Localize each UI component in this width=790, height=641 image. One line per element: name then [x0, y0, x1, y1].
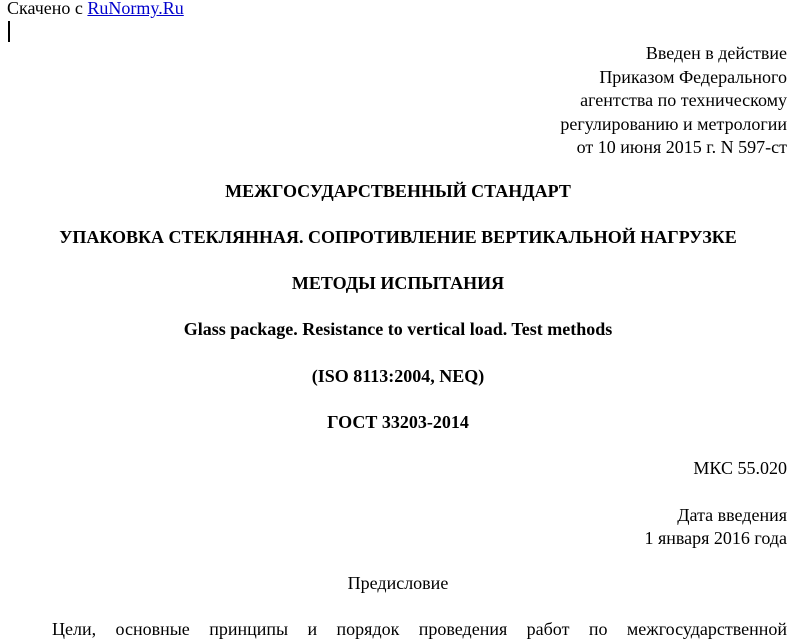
introduction-line: агентства по техническому: [580, 90, 787, 110]
source-attribution: [7, 0, 184, 19]
foreword-heading: Предисловие: [347, 573, 449, 593]
mks-code: МКС 55.020: [693, 458, 787, 478]
text-cursor: [8, 21, 10, 42]
standard-subtitle: МЕТОДЫ ИСПЫТАНИЯ: [291, 273, 505, 293]
iso-reference: (ISO 8113:2004, NEQ): [311, 366, 485, 386]
source-prefix: Скачено с: [7, 0, 88, 18]
source-link[interactable]: RuNormy.Ru: [87, 0, 184, 18]
effective-date-value: 1 января 2016 года: [644, 528, 787, 548]
introduction-line: Введен в действие: [645, 43, 787, 63]
introduction-line: от 10 июня 2015 г. N 597-ст: [576, 137, 787, 157]
foreword-paragraph: Цели, основные принципы и порядок проведения работ по межгосударственной: [52, 619, 787, 639]
standard-number: ГОСТ 33203-2014: [327, 412, 469, 432]
english-title: Glass package. Resistance to vertical load. Test methods: [183, 319, 613, 339]
introduction-line: Приказом Федерального: [599, 66, 787, 87]
standard-title: УПАКОВКА СТЕКЛЯННАЯ. СОПРОТИВЛЕНИЕ ВЕРТИКАЛЬНОЙ НАГРУЗКЕ: [59, 227, 737, 247]
effective-date-label: Дата введения: [677, 505, 787, 525]
introduction-line: регулированию и метрологии: [560, 113, 787, 134]
standard-type-heading: МЕЖГОСУДАРСТВЕННЫЙ СТАНДАРТ: [225, 181, 571, 201]
introduction-notice: [560, 42, 787, 160]
